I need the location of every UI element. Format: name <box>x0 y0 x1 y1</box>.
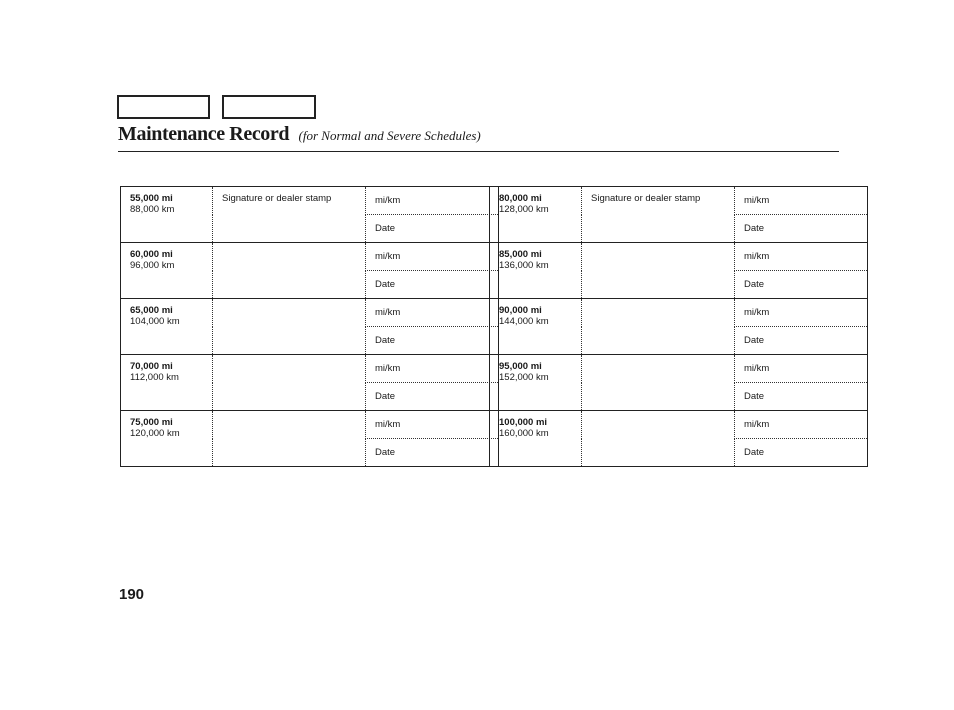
mileage-miles: 60,000 mi <box>130 249 173 260</box>
signature-stamp-field[interactable] <box>582 187 735 243</box>
mileage-miles: 95,000 mi <box>499 361 542 372</box>
signature-stamp-field[interactable] <box>213 243 366 299</box>
maintenance-table-right <box>489 186 868 467</box>
date-field[interactable] <box>366 271 499 299</box>
date-label: Date <box>375 391 396 402</box>
mileage-cell <box>490 187 582 243</box>
page-subtitle: (for Normal and Severe Schedules) <box>298 128 481 143</box>
record-row <box>121 187 499 215</box>
signature-stamp-field[interactable] <box>213 355 366 411</box>
mileage-km: 96,000 km <box>130 260 175 271</box>
mileage-km: 128,000 km <box>499 204 549 215</box>
date-field[interactable] <box>735 383 868 411</box>
record-row <box>490 187 868 215</box>
date-field[interactable] <box>735 271 868 299</box>
mileage-km: 136,000 km <box>499 260 549 271</box>
mileage-cell <box>490 243 582 299</box>
date-label: Date <box>375 279 396 290</box>
date-label: Date <box>375 223 396 234</box>
date-label: Date <box>744 391 765 402</box>
date-label: Date <box>744 335 765 346</box>
mileage-miles: 80,000 mi <box>499 193 542 204</box>
maintenance-table-left <box>120 186 499 467</box>
mikm-field[interactable] <box>735 187 868 215</box>
record-row <box>121 243 499 271</box>
mikm-field[interactable] <box>366 299 499 327</box>
date-field[interactable] <box>366 215 499 243</box>
mileage-cell <box>490 355 582 411</box>
mileage-cell <box>490 299 582 355</box>
signature-label: Signature or dealer stamp <box>222 193 332 204</box>
signature-label: Signature or dealer stamp <box>591 193 701 204</box>
date-label: Date <box>375 447 396 458</box>
mikm-label: mi/km <box>375 307 401 318</box>
nav-tab-box-1[interactable] <box>117 95 210 119</box>
date-label: Date <box>744 279 765 290</box>
mileage-cell <box>490 411 582 467</box>
signature-stamp-field[interactable] <box>213 187 366 243</box>
signature-stamp-field[interactable] <box>582 299 735 355</box>
mileage-miles: 65,000 mi <box>130 305 173 316</box>
date-label: Date <box>744 223 765 234</box>
signature-stamp-field[interactable] <box>582 355 735 411</box>
mileage-cell <box>121 243 213 299</box>
mileage-km: 120,000 km <box>130 428 180 439</box>
mileage-cell <box>121 411 213 467</box>
date-field[interactable] <box>366 327 499 355</box>
mikm-label: mi/km <box>744 419 770 430</box>
mileage-km: 152,000 km <box>499 372 549 383</box>
date-field[interactable] <box>735 327 868 355</box>
mikm-label: mi/km <box>375 251 401 262</box>
date-field[interactable] <box>735 215 868 243</box>
mileage-miles: 55,000 mi <box>130 193 173 204</box>
record-row <box>121 355 499 383</box>
record-row <box>121 299 499 327</box>
mileage-miles: 85,000 mi <box>499 249 542 260</box>
nav-tab-box-2[interactable] <box>222 95 316 119</box>
date-field[interactable] <box>366 439 499 467</box>
mikm-field[interactable] <box>735 243 868 271</box>
mileage-cell <box>121 355 213 411</box>
mikm-field[interactable] <box>366 187 499 215</box>
date-field[interactable] <box>735 439 868 467</box>
mikm-label: mi/km <box>375 419 401 430</box>
signature-stamp-field[interactable] <box>582 411 735 467</box>
mikm-label: mi/km <box>744 251 770 262</box>
mikm-label: mi/km <box>744 363 770 374</box>
date-field[interactable] <box>366 383 499 411</box>
mileage-miles: 100,000 mi <box>499 417 548 428</box>
mileage-km: 104,000 km <box>130 316 180 327</box>
date-label: Date <box>375 335 396 346</box>
mikm-field[interactable] <box>366 355 499 383</box>
record-row <box>121 411 499 439</box>
mikm-label: mi/km <box>375 195 401 206</box>
mikm-label: mi/km <box>744 307 770 318</box>
mikm-field[interactable] <box>735 299 868 327</box>
mikm-field[interactable] <box>735 355 868 383</box>
mileage-miles: 70,000 mi <box>130 361 173 372</box>
mikm-field[interactable] <box>735 411 868 439</box>
date-label: Date <box>744 447 765 458</box>
record-row <box>490 299 868 327</box>
mileage-km: 160,000 km <box>499 428 549 439</box>
signature-stamp-field[interactable] <box>213 411 366 467</box>
mileage-miles: 90,000 mi <box>499 305 542 316</box>
mikm-label: mi/km <box>744 195 770 206</box>
mikm-label: mi/km <box>375 363 401 374</box>
mikm-field[interactable] <box>366 411 499 439</box>
mileage-km: 88,000 km <box>130 204 175 215</box>
signature-stamp-field[interactable] <box>582 243 735 299</box>
mileage-km: 112,000 km <box>130 372 179 383</box>
page-title: Maintenance Record <box>118 123 290 145</box>
record-row <box>490 355 868 383</box>
mileage-miles: 75,000 mi <box>130 417 173 428</box>
signature-stamp-field[interactable] <box>213 299 366 355</box>
mileage-cell <box>121 187 213 243</box>
section-header <box>118 123 839 152</box>
record-row <box>490 411 868 439</box>
mikm-field[interactable] <box>366 243 499 271</box>
mileage-cell <box>121 299 213 355</box>
mileage-km: 144,000 km <box>499 316 549 327</box>
record-row <box>490 243 868 271</box>
page-number: 190 <box>119 586 145 603</box>
